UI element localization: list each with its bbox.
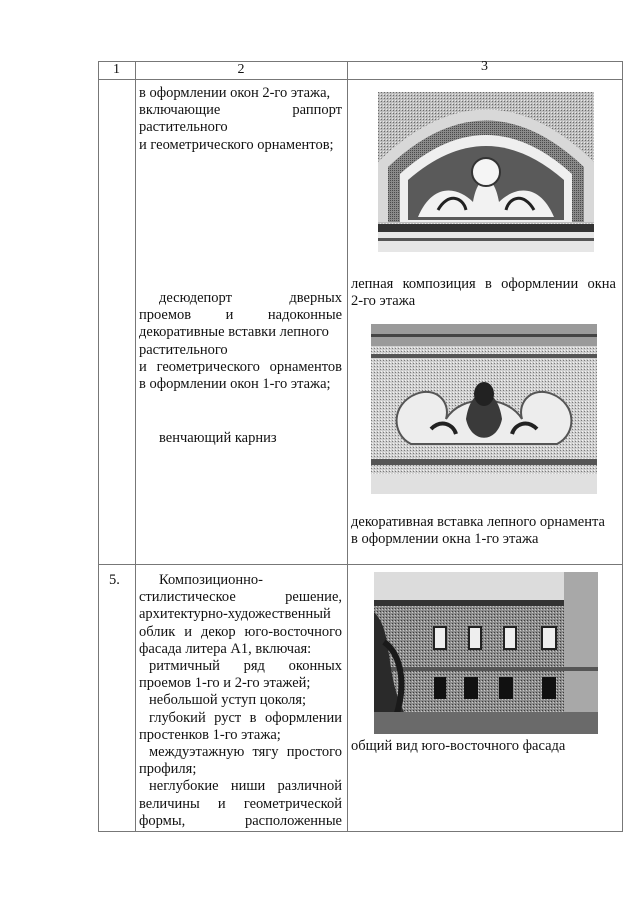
text-line: профиля; bbox=[139, 761, 197, 778]
column-divider-2 bbox=[347, 61, 348, 832]
row-a-text-block-1 bbox=[139, 85, 342, 154]
text-line: декоративные вставки лепного bbox=[139, 324, 329, 341]
text-line: в оформлении окон 1-го этажа; bbox=[139, 376, 331, 393]
header-col-2: 2 bbox=[237, 62, 245, 77]
photo-caption-1-line-1: лепная композиция в оформлении окна bbox=[351, 276, 616, 292]
photo-caption-2-line-2: в оформлении окна 1-го этажа bbox=[351, 531, 539, 547]
text-line: включающие раппорт bbox=[139, 102, 342, 119]
text-line: в оформлении окон 2-го этажа, bbox=[139, 85, 331, 101]
text-line: архитектурно-художественный bbox=[139, 606, 331, 623]
text-line: растительного bbox=[139, 119, 228, 136]
photo-decorative-insert bbox=[371, 324, 597, 494]
text-line: формы, расположенные bbox=[139, 812, 342, 829]
photo-stucco-arch bbox=[378, 92, 594, 252]
row-a-text-block-3: венчающий карниз bbox=[159, 430, 277, 446]
text-line: Композиционно- bbox=[159, 572, 263, 588]
text-line: фасада литера А1, включая: bbox=[139, 640, 312, 657]
table-bottom-border bbox=[98, 831, 623, 832]
text-line: и геометрического орнаментов; bbox=[139, 136, 334, 153]
table-left-border bbox=[98, 61, 99, 832]
header-col-3: 3 bbox=[481, 59, 488, 74]
text-line: проемов 1-го и 2-го этажей; bbox=[139, 675, 311, 692]
photo-caption-2-line-1: декоративная вставка лепного орнамента bbox=[351, 514, 605, 530]
text-line: стилистическое решение, bbox=[139, 589, 342, 606]
text-line: растительного bbox=[139, 341, 228, 358]
header-col-1: 1 bbox=[113, 62, 120, 77]
text-line: проемов и надоконные bbox=[139, 307, 342, 324]
text-line: величины и геометрической bbox=[139, 795, 342, 812]
text-line: небольшой уступ цоколя; bbox=[149, 692, 307, 709]
text-line: десюдепорт дверных bbox=[159, 290, 342, 306]
text-line: ритмичный ряд оконных bbox=[149, 658, 342, 675]
table-right-border bbox=[622, 61, 623, 832]
text-line: облик и декор юго-восточного bbox=[139, 623, 342, 640]
row-b-number: 5. bbox=[109, 572, 120, 588]
row-a-text-block-2 bbox=[139, 290, 342, 393]
text-line: неглубокие ниши различной bbox=[149, 778, 342, 795]
row-divider bbox=[98, 564, 623, 565]
text-line: междуэтажную тягу простого bbox=[149, 744, 342, 761]
photo-caption-facade: общий вид юго-восточного фасада bbox=[351, 738, 566, 754]
text-line: простенков 1-го этажа; bbox=[139, 726, 281, 743]
row-b-text bbox=[139, 572, 342, 830]
photo-caption-1-line-2: 2-го этажа bbox=[351, 293, 416, 309]
header-bottom-border bbox=[98, 79, 623, 80]
text-line: и геометрического орнаментов bbox=[139, 358, 342, 375]
photo-facade bbox=[374, 572, 598, 734]
text-line: глубокий руст в оформлении bbox=[149, 709, 342, 726]
column-divider-1 bbox=[135, 61, 136, 832]
